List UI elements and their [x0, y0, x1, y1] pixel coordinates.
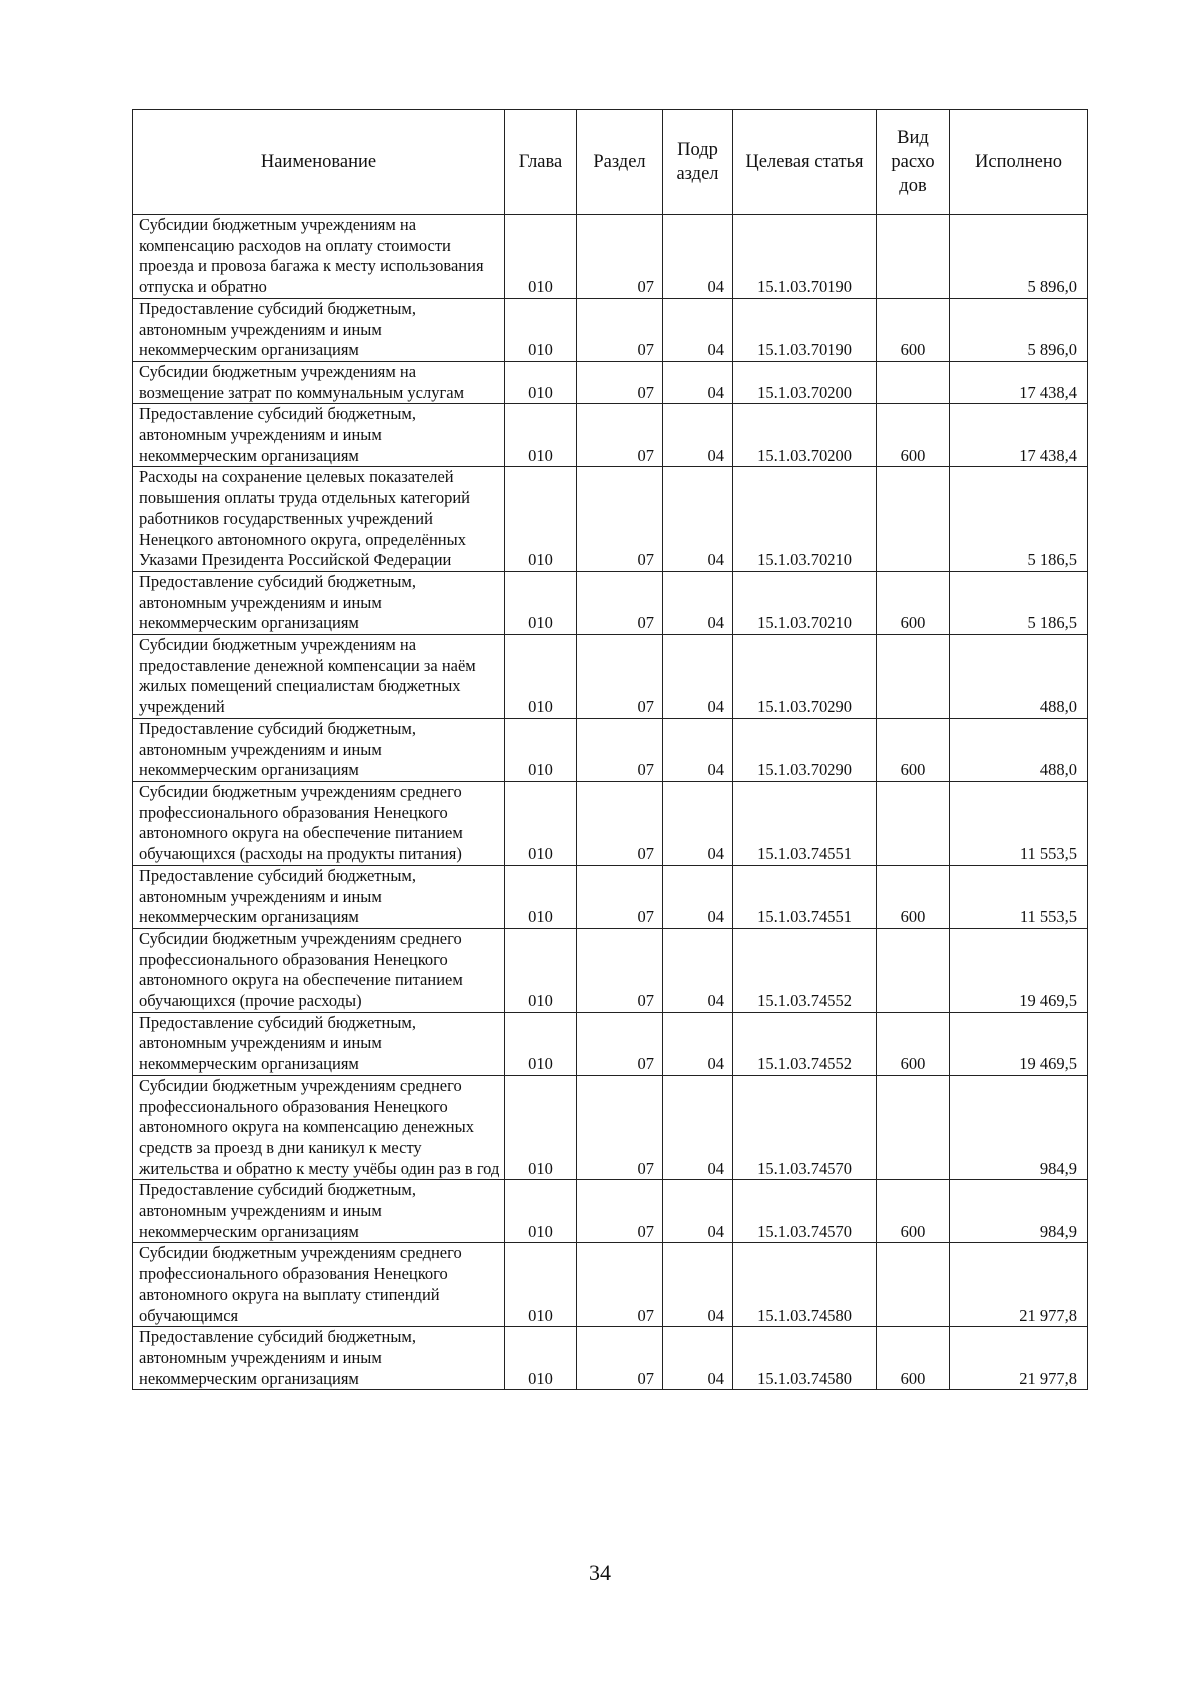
row-chapter: 010 [505, 571, 577, 634]
row-section: 07 [577, 571, 663, 634]
row-subsection: 04 [663, 1012, 733, 1075]
row-target: 15.1.03.70200 [733, 404, 877, 467]
row-executed: 17 438,4 [950, 361, 1088, 403]
row-name: Субсидии бюджетным учреждениям на возмещение затрат по коммунальным услугам [133, 361, 505, 403]
header-row [133, 110, 1088, 215]
row-subsection: 04 [663, 404, 733, 467]
row-executed: 984,9 [950, 1180, 1088, 1243]
row-name: Субсидии бюджетным учреждениям среднего профессионального образования Ненецкого автономного округа на выплату стипендий обучающимся [133, 1243, 505, 1327]
row-target: 15.1.03.74551 [733, 865, 877, 928]
table-row [133, 1180, 1088, 1243]
row-subsection: 04 [663, 1327, 733, 1390]
row-executed: 21 977,8 [950, 1243, 1088, 1327]
header-name: Наименование [133, 110, 505, 215]
row-chapter: 010 [505, 1243, 577, 1327]
row-section: 07 [577, 1180, 663, 1243]
table-row [133, 928, 1088, 1012]
row-executed: 5 896,0 [950, 298, 1088, 361]
row-subsection: 04 [663, 718, 733, 781]
table-row [133, 571, 1088, 634]
table-row [133, 718, 1088, 781]
header-chapter: Глава [505, 110, 577, 215]
row-type: 600 [877, 718, 950, 781]
row-target: 15.1.03.70200 [733, 361, 877, 403]
row-section: 07 [577, 865, 663, 928]
row-target: 15.1.03.70290 [733, 718, 877, 781]
row-name: Расходы на сохранение целевых показателей повышения оплаты труда отдельных категорий работников государственных учреждений Ненецкого автономного округа, определённых Указами Президента Российской Федерации [133, 467, 505, 572]
row-type [877, 215, 950, 299]
row-chapter: 010 [505, 718, 577, 781]
header-type: Вид расхо дов [877, 110, 950, 215]
row-subsection: 04 [663, 215, 733, 299]
row-chapter: 010 [505, 865, 577, 928]
table-body [133, 215, 1088, 1390]
table-row [133, 781, 1088, 865]
row-chapter: 010 [505, 1180, 577, 1243]
row-name: Предоставление субсидий бюджетным, автономным учреждениям и иным некоммерческим организациям [133, 1012, 505, 1075]
header-executed: Исполнено [950, 110, 1088, 215]
row-section: 07 [577, 1012, 663, 1075]
row-section: 07 [577, 467, 663, 572]
row-subsection: 04 [663, 1243, 733, 1327]
row-name: Субсидии бюджетным учреждениям среднего профессионального образования Ненецкого автономного округа на обеспечение питанием обучающихся (прочие расходы) [133, 928, 505, 1012]
row-chapter: 010 [505, 467, 577, 572]
table-row [133, 298, 1088, 361]
row-name: Субсидии бюджетным учреждениям на компенсацию расходов на оплату стоимости проезда и провоза багажа к месту использования отпуска и обратно [133, 215, 505, 299]
row-type [877, 1243, 950, 1327]
row-target: 15.1.03.74580 [733, 1327, 877, 1390]
row-type: 600 [877, 571, 950, 634]
row-chapter: 010 [505, 1075, 577, 1180]
table-row [133, 1243, 1088, 1327]
row-type [877, 467, 950, 572]
table-row [133, 1327, 1088, 1390]
row-type: 600 [877, 1327, 950, 1390]
row-type: 600 [877, 1012, 950, 1075]
row-subsection: 04 [663, 1180, 733, 1243]
row-type: 600 [877, 298, 950, 361]
row-subsection: 04 [663, 635, 733, 719]
row-executed: 5 896,0 [950, 215, 1088, 299]
row-name: Предоставление субсидий бюджетным, автономным учреждениям и иным некоммерческим организациям [133, 718, 505, 781]
row-name: Предоставление субсидий бюджетным, автономным учреждениям и иным некоммерческим организациям [133, 298, 505, 361]
row-target: 15.1.03.70290 [733, 635, 877, 719]
table-row [133, 215, 1088, 299]
row-section: 07 [577, 1075, 663, 1180]
row-chapter: 010 [505, 298, 577, 361]
table-row [133, 865, 1088, 928]
row-type [877, 928, 950, 1012]
row-name: Предоставление субсидий бюджетным, автономным учреждениям и иным некоммерческим организациям [133, 1180, 505, 1243]
table-row [133, 361, 1088, 403]
row-target: 15.1.03.74570 [733, 1180, 877, 1243]
row-executed: 19 469,5 [950, 928, 1088, 1012]
row-chapter: 010 [505, 361, 577, 403]
budget-table [132, 109, 1088, 1390]
row-executed: 488,0 [950, 718, 1088, 781]
table-row [133, 404, 1088, 467]
row-executed: 11 553,5 [950, 781, 1088, 865]
table-row [133, 467, 1088, 572]
row-target: 15.1.03.74552 [733, 1012, 877, 1075]
row-target: 15.1.03.74552 [733, 928, 877, 1012]
row-name: Субсидии бюджетным учреждениям среднего профессионального образования Ненецкого автономного округа на обеспечение питанием обучающихся (расходы на продукты питания) [133, 781, 505, 865]
row-target: 15.1.03.74580 [733, 1243, 877, 1327]
row-subsection: 04 [663, 571, 733, 634]
row-chapter: 010 [505, 215, 577, 299]
row-section: 07 [577, 928, 663, 1012]
row-target: 15.1.03.70210 [733, 571, 877, 634]
row-subsection: 04 [663, 1075, 733, 1180]
row-name: Субсидии бюджетным учреждениям на предоставление денежной компенсации за наём жилых помещений специалистам бюджетных учреждений [133, 635, 505, 719]
row-type: 600 [877, 404, 950, 467]
row-executed: 21 977,8 [950, 1327, 1088, 1390]
row-chapter: 010 [505, 635, 577, 719]
row-subsection: 04 [663, 467, 733, 572]
row-type [877, 781, 950, 865]
row-section: 07 [577, 781, 663, 865]
row-executed: 11 553,5 [950, 865, 1088, 928]
header-subsection: Подр аздел [663, 110, 733, 215]
row-target: 15.1.03.70190 [733, 215, 877, 299]
row-type: 600 [877, 865, 950, 928]
table-header [133, 110, 1088, 215]
row-type [877, 635, 950, 719]
row-section: 07 [577, 1327, 663, 1390]
row-name: Предоставление субсидий бюджетным, автономным учреждениям и иным некоммерческим организациям [133, 571, 505, 634]
row-subsection: 04 [663, 928, 733, 1012]
row-target: 15.1.03.70190 [733, 298, 877, 361]
row-section: 07 [577, 635, 663, 719]
table-row [133, 1075, 1088, 1180]
row-type [877, 361, 950, 403]
row-chapter: 010 [505, 781, 577, 865]
page-number: 34 [589, 1560, 611, 1585]
row-executed: 984,9 [950, 1075, 1088, 1180]
row-subsection: 04 [663, 298, 733, 361]
row-name: Предоставление субсидий бюджетным, автономным учреждениям и иным некоммерческим организациям [133, 865, 505, 928]
row-executed: 5 186,5 [950, 467, 1088, 572]
row-type: 600 [877, 1180, 950, 1243]
row-executed: 5 186,5 [950, 571, 1088, 634]
header-target: Целевая статья [733, 110, 877, 215]
row-section: 07 [577, 215, 663, 299]
row-chapter: 010 [505, 1327, 577, 1390]
row-chapter: 010 [505, 928, 577, 1012]
row-executed: 17 438,4 [950, 404, 1088, 467]
row-target: 15.1.03.70210 [733, 467, 877, 572]
row-type [877, 1075, 950, 1180]
row-section: 07 [577, 404, 663, 467]
row-executed: 488,0 [950, 635, 1088, 719]
row-section: 07 [577, 718, 663, 781]
row-executed: 19 469,5 [950, 1012, 1088, 1075]
table-row [133, 635, 1088, 719]
row-subsection: 04 [663, 865, 733, 928]
row-section: 07 [577, 1243, 663, 1327]
row-name: Предоставление субсидий бюджетным, автономным учреждениям и иным некоммерческим организациям [133, 404, 505, 467]
row-target: 15.1.03.74570 [733, 1075, 877, 1180]
row-name: Субсидии бюджетным учреждениям среднего профессионального образования Ненецкого автономного округа на компенсацию денежных средств за проезд в дни каникул к месту жительства и обратно к месту учёбы один раз в год [133, 1075, 505, 1180]
table-row [133, 1012, 1088, 1075]
row-chapter: 010 [505, 1012, 577, 1075]
row-target: 15.1.03.74551 [733, 781, 877, 865]
row-section: 07 [577, 298, 663, 361]
row-subsection: 04 [663, 781, 733, 865]
row-section: 07 [577, 361, 663, 403]
row-chapter: 010 [505, 404, 577, 467]
row-subsection: 04 [663, 361, 733, 403]
header-section: Раздел [577, 110, 663, 215]
row-name: Предоставление субсидий бюджетным, автономным учреждениям и иным некоммерческим организациям [133, 1327, 505, 1390]
